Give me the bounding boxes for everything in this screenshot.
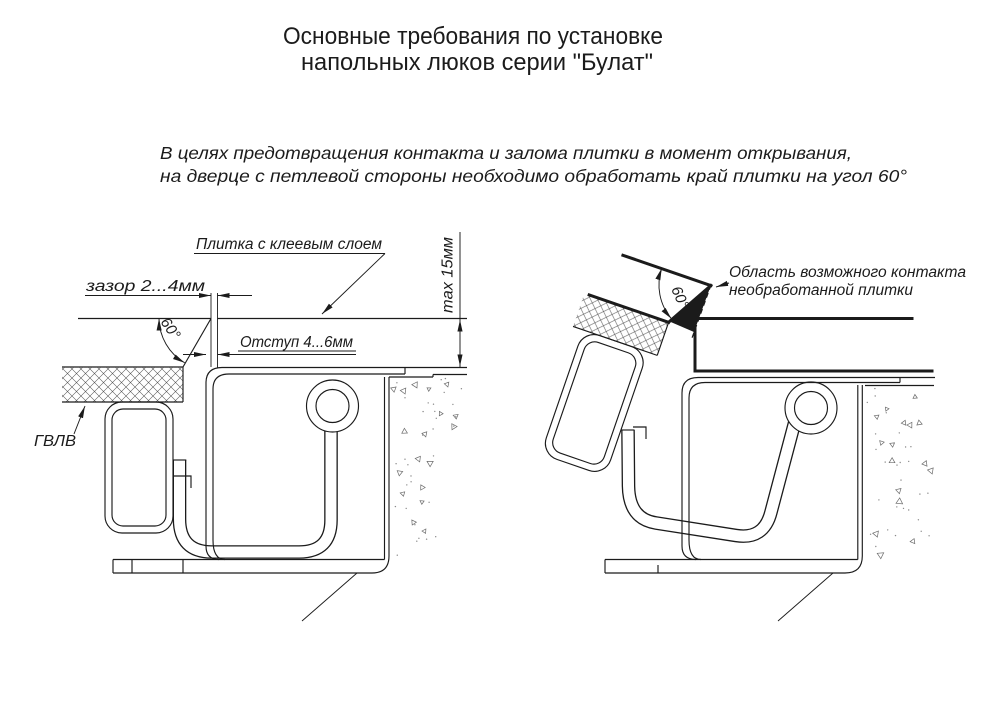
note-line2: на дверце с петлевой стороны необходимо обработать край плитки на угол 60° xyxy=(160,166,908,186)
concrete-dot xyxy=(452,404,453,405)
concrete-dot xyxy=(886,412,887,413)
concrete-triangle xyxy=(412,382,418,388)
gvl-board-hatch xyxy=(573,293,669,355)
concrete-dot xyxy=(397,555,398,556)
concrete-triangle xyxy=(917,420,922,425)
concrete-triangle xyxy=(922,461,927,467)
concrete-triangle xyxy=(907,422,912,428)
concrete-dot xyxy=(893,443,894,444)
concrete-triangle xyxy=(400,388,406,394)
angle-label: 60° xyxy=(156,314,184,343)
concrete-triangle xyxy=(427,461,433,466)
concrete-dot xyxy=(395,463,396,464)
concrete-dot xyxy=(919,493,920,494)
concrete-triangle xyxy=(885,407,889,411)
concrete-dot xyxy=(867,402,868,403)
header xyxy=(160,23,907,186)
right-diagram-open-hatch xyxy=(530,247,966,621)
tile-label-leader xyxy=(322,254,385,315)
concrete-dot xyxy=(422,434,423,435)
concrete-dot xyxy=(418,538,419,539)
concrete-texture xyxy=(391,378,462,556)
frame-bottom-ticks xyxy=(113,560,183,574)
gvl-board-hatch xyxy=(62,367,183,402)
contact-label-line1: Область возможного контакта xyxy=(729,264,967,281)
concrete-dot xyxy=(433,404,434,405)
contact-label-line2: необработанной плитки xyxy=(729,282,914,299)
concrete-dot xyxy=(870,534,871,535)
concrete-dot xyxy=(444,392,445,393)
break-line xyxy=(302,573,357,621)
hinge-arm-open xyxy=(622,410,799,536)
left-diagram-closed-hatch xyxy=(34,232,467,621)
fixed-tile xyxy=(695,319,932,372)
hinge-pin xyxy=(316,390,349,423)
fixed-tile xyxy=(211,293,467,368)
break-line xyxy=(778,573,833,621)
door-tile-top xyxy=(623,255,711,285)
concrete-dot xyxy=(428,402,429,403)
tile-glue-label: Плитка с клеевым слоем xyxy=(196,236,383,253)
offset-label: Отступ 4...6мм xyxy=(240,334,354,351)
concrete-dot xyxy=(445,378,446,379)
concrete-triangle xyxy=(928,468,934,474)
concrete-dot xyxy=(900,462,901,463)
concrete-triangle xyxy=(444,382,449,387)
angle-label: 60° xyxy=(667,283,693,312)
concrete-dot xyxy=(406,508,407,509)
concrete-triangle xyxy=(412,520,417,525)
concrete-triangle xyxy=(427,388,431,392)
concrete-triangle xyxy=(439,411,443,415)
hinge-arm xyxy=(173,408,331,552)
concrete-texture xyxy=(867,388,934,559)
concrete-triangle xyxy=(415,456,420,462)
concrete-dot xyxy=(435,536,436,537)
concrete-triangle xyxy=(896,498,903,504)
note-line1: В целях предотвращения контакта и залома плитки в момент открывания, xyxy=(160,143,852,163)
concrete-triangle xyxy=(880,441,885,446)
concrete-dot xyxy=(885,461,886,462)
concrete-triangle xyxy=(400,492,405,496)
concrete-dot xyxy=(453,425,454,426)
page-title-line1: Основные требования по установке xyxy=(283,23,663,50)
concrete-dot xyxy=(441,379,442,380)
concrete-triangle xyxy=(877,553,884,559)
concrete-dot xyxy=(461,388,462,389)
concrete-dot xyxy=(910,446,911,447)
concrete-dot xyxy=(899,432,900,433)
concrete-dot xyxy=(406,484,407,485)
concrete-dot xyxy=(900,479,901,480)
concrete-triangle xyxy=(420,501,424,505)
concrete-triangle xyxy=(913,395,917,399)
concrete-dot xyxy=(410,475,411,476)
concrete-dot xyxy=(875,546,876,547)
gvl-label: ГВЛВ xyxy=(34,433,76,450)
concrete-dot xyxy=(908,461,909,462)
door-tube-outer xyxy=(105,402,173,533)
concrete-dot xyxy=(434,411,435,412)
concrete-triangle xyxy=(421,485,426,490)
concrete-triangle xyxy=(901,420,906,425)
concrete-triangle xyxy=(896,489,901,494)
concrete-dot xyxy=(875,395,876,396)
door-tube-inner xyxy=(112,409,166,526)
concrete-dot xyxy=(436,418,437,419)
concrete-dot xyxy=(428,502,429,503)
concrete-triangle xyxy=(452,424,457,430)
concrete-dot xyxy=(918,519,919,520)
concrete-dot xyxy=(874,388,875,389)
gap-extension-lines xyxy=(211,293,218,368)
concrete-dot xyxy=(416,541,417,542)
concrete-triangle xyxy=(910,539,915,544)
concrete-dot xyxy=(895,535,896,536)
concrete-triangle xyxy=(422,432,427,437)
concrete-triangle xyxy=(874,415,879,419)
concrete-dot xyxy=(404,459,405,460)
door-tile-bevel xyxy=(183,319,211,368)
left-dimensions xyxy=(34,232,460,450)
concrete-dot xyxy=(928,535,929,536)
hinge-pin xyxy=(795,392,828,425)
concrete-dot xyxy=(896,464,897,465)
concrete-dot xyxy=(432,428,433,429)
concrete-triangle xyxy=(397,471,403,476)
door-assembly xyxy=(62,319,211,534)
contact-leader xyxy=(716,283,729,287)
max-thickness-label: max 15мм xyxy=(439,240,457,313)
concrete-triangle xyxy=(402,428,408,433)
concrete-dot xyxy=(875,433,876,434)
concrete-dot xyxy=(414,524,415,525)
concrete-dot xyxy=(404,397,405,398)
concrete-dot xyxy=(426,539,427,540)
concrete-dot xyxy=(896,506,897,507)
concrete-dot xyxy=(875,449,876,450)
arm-bracket xyxy=(633,427,646,439)
page-title-line2: напольных люков серии "Булат" xyxy=(301,49,653,76)
concrete-dot xyxy=(903,508,904,509)
concrete-dot xyxy=(878,499,879,500)
frame-bottom-ticks xyxy=(605,560,658,574)
concrete-dot xyxy=(410,481,411,482)
concrete-triangle xyxy=(422,529,426,533)
concrete-dot xyxy=(887,529,888,530)
concrete-dot xyxy=(905,446,906,447)
concrete-dot xyxy=(396,382,397,383)
gap-label: зазор 2...4мм xyxy=(84,278,206,295)
concrete-dot xyxy=(921,531,922,532)
concrete-triangle xyxy=(391,387,396,392)
concrete-dot xyxy=(455,416,456,417)
concrete-dot xyxy=(927,493,928,494)
frame-leg xyxy=(389,375,467,378)
concrete-triangle xyxy=(873,531,879,537)
concrete-dot xyxy=(908,509,909,510)
gvl-leader xyxy=(74,406,85,434)
concrete-dot xyxy=(407,464,408,465)
concrete-dot xyxy=(395,506,396,507)
concrete-triangle xyxy=(889,458,895,463)
concrete-dot xyxy=(433,455,434,456)
concrete-dot xyxy=(422,411,423,412)
